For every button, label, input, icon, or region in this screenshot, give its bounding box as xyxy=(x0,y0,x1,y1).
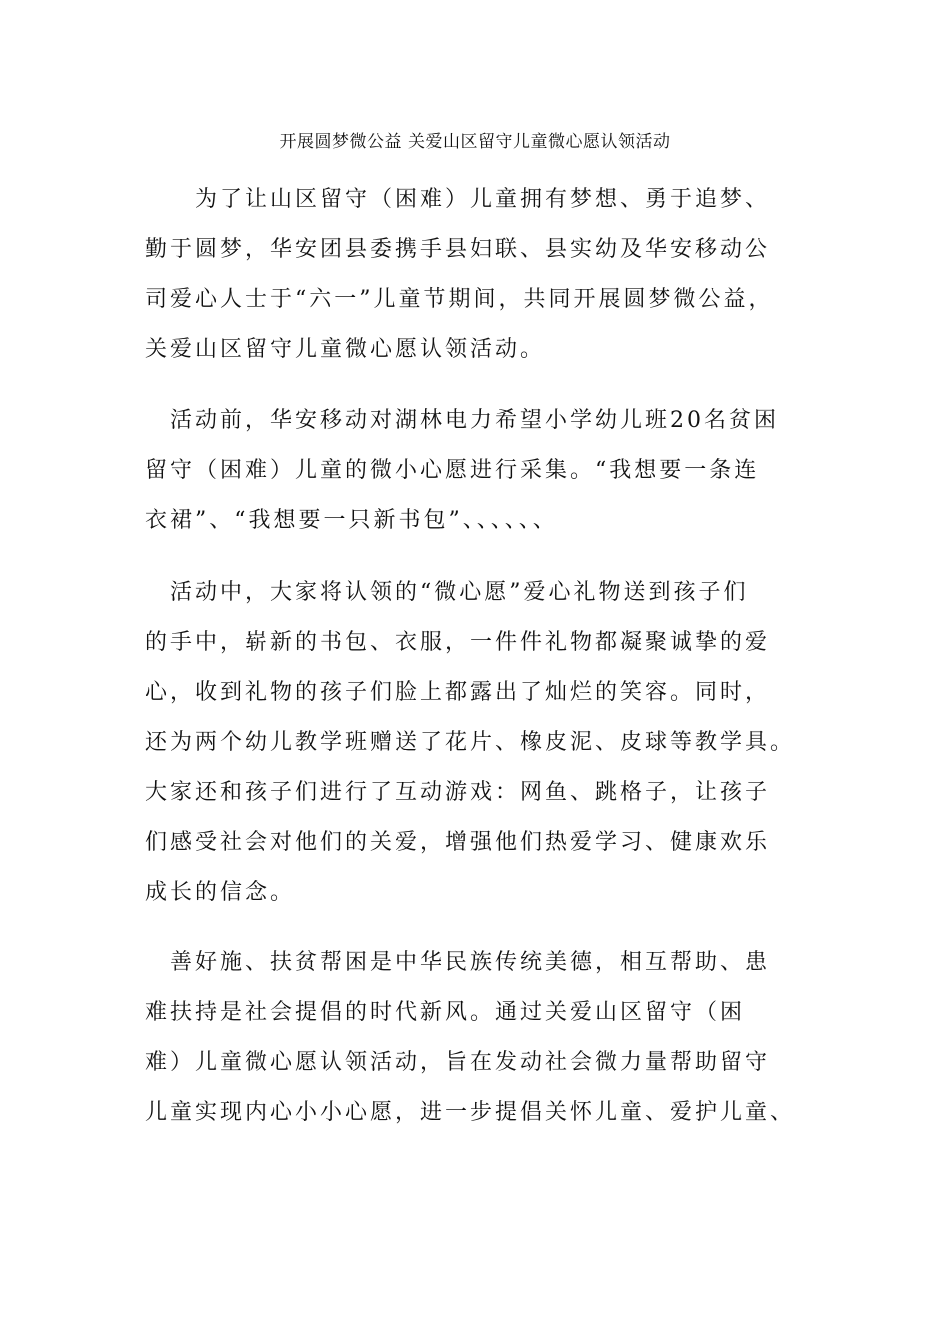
text-line: 还为两个幼儿教学班赠送了花片、橡皮泥、皮球等教学具。 xyxy=(145,730,796,755)
document-title: 开展圆梦微公益 关爱山区留守儿童微心愿认领活动 xyxy=(279,132,671,152)
text-line: 们感受社会对他们的关爱，增强他们热爱学习、健康欢乐 xyxy=(145,830,771,855)
paragraph-before-activity xyxy=(145,396,805,546)
paragraph-conclusion xyxy=(145,938,805,1138)
text-line: 难）儿童微心愿认领活动，旨在发动社会微力量帮助留守 xyxy=(145,1050,771,1075)
text-line: 勤于圆梦，华安团县委携手县妇联、县实幼及华安移动公 xyxy=(145,237,771,262)
text-line: 留守（困难）儿童的微小心愿进行采集。“我想要一条连 xyxy=(145,458,760,483)
text-line: 活动前，华安移动对湖林电力希望小学幼儿班20名贫困 xyxy=(145,408,779,433)
text-line: 成长的信念。 xyxy=(145,880,296,905)
text-line: 关爱山区留守儿童微心愿认领活动。 xyxy=(145,337,546,362)
text-line: 心，收到礼物的孩子们脸上都露出了灿烂的笑容。同时， xyxy=(145,680,771,705)
text-line: 为了让山区留守（困难）儿童拥有梦想、勇于追梦、 xyxy=(145,187,771,212)
text-line: 大家还和孩子们进行了互动游戏：网鱼、跳格子，让孩子 xyxy=(145,780,771,805)
text-line: 难扶持是社会提倡的时代新风。通过关爱山区留守（困 xyxy=(145,1000,746,1025)
text-line: 活动中，大家将认领的“微心愿”爱心礼物送到孩子们 xyxy=(145,580,749,605)
text-line: 司爱心人士于“六一”儿童节期间，共同开展圆梦微公益， xyxy=(145,287,774,312)
paragraph-intro xyxy=(145,175,805,375)
paragraph-during-activity xyxy=(145,568,805,918)
text-line: 儿童实现内心小小心愿，进一步提倡关怀儿童、爱护儿童、 xyxy=(145,1100,796,1125)
text-line: 衣裙”、“我想要一只新书包”、、、、、、 xyxy=(145,508,558,533)
text-line: 善好施、扶贫帮困是中华民族传统美德，相互帮助、患 xyxy=(145,950,771,975)
text-line: 的手中，崭新的书包、衣服，一件件礼物都凝聚诚挚的爱 xyxy=(145,630,771,655)
